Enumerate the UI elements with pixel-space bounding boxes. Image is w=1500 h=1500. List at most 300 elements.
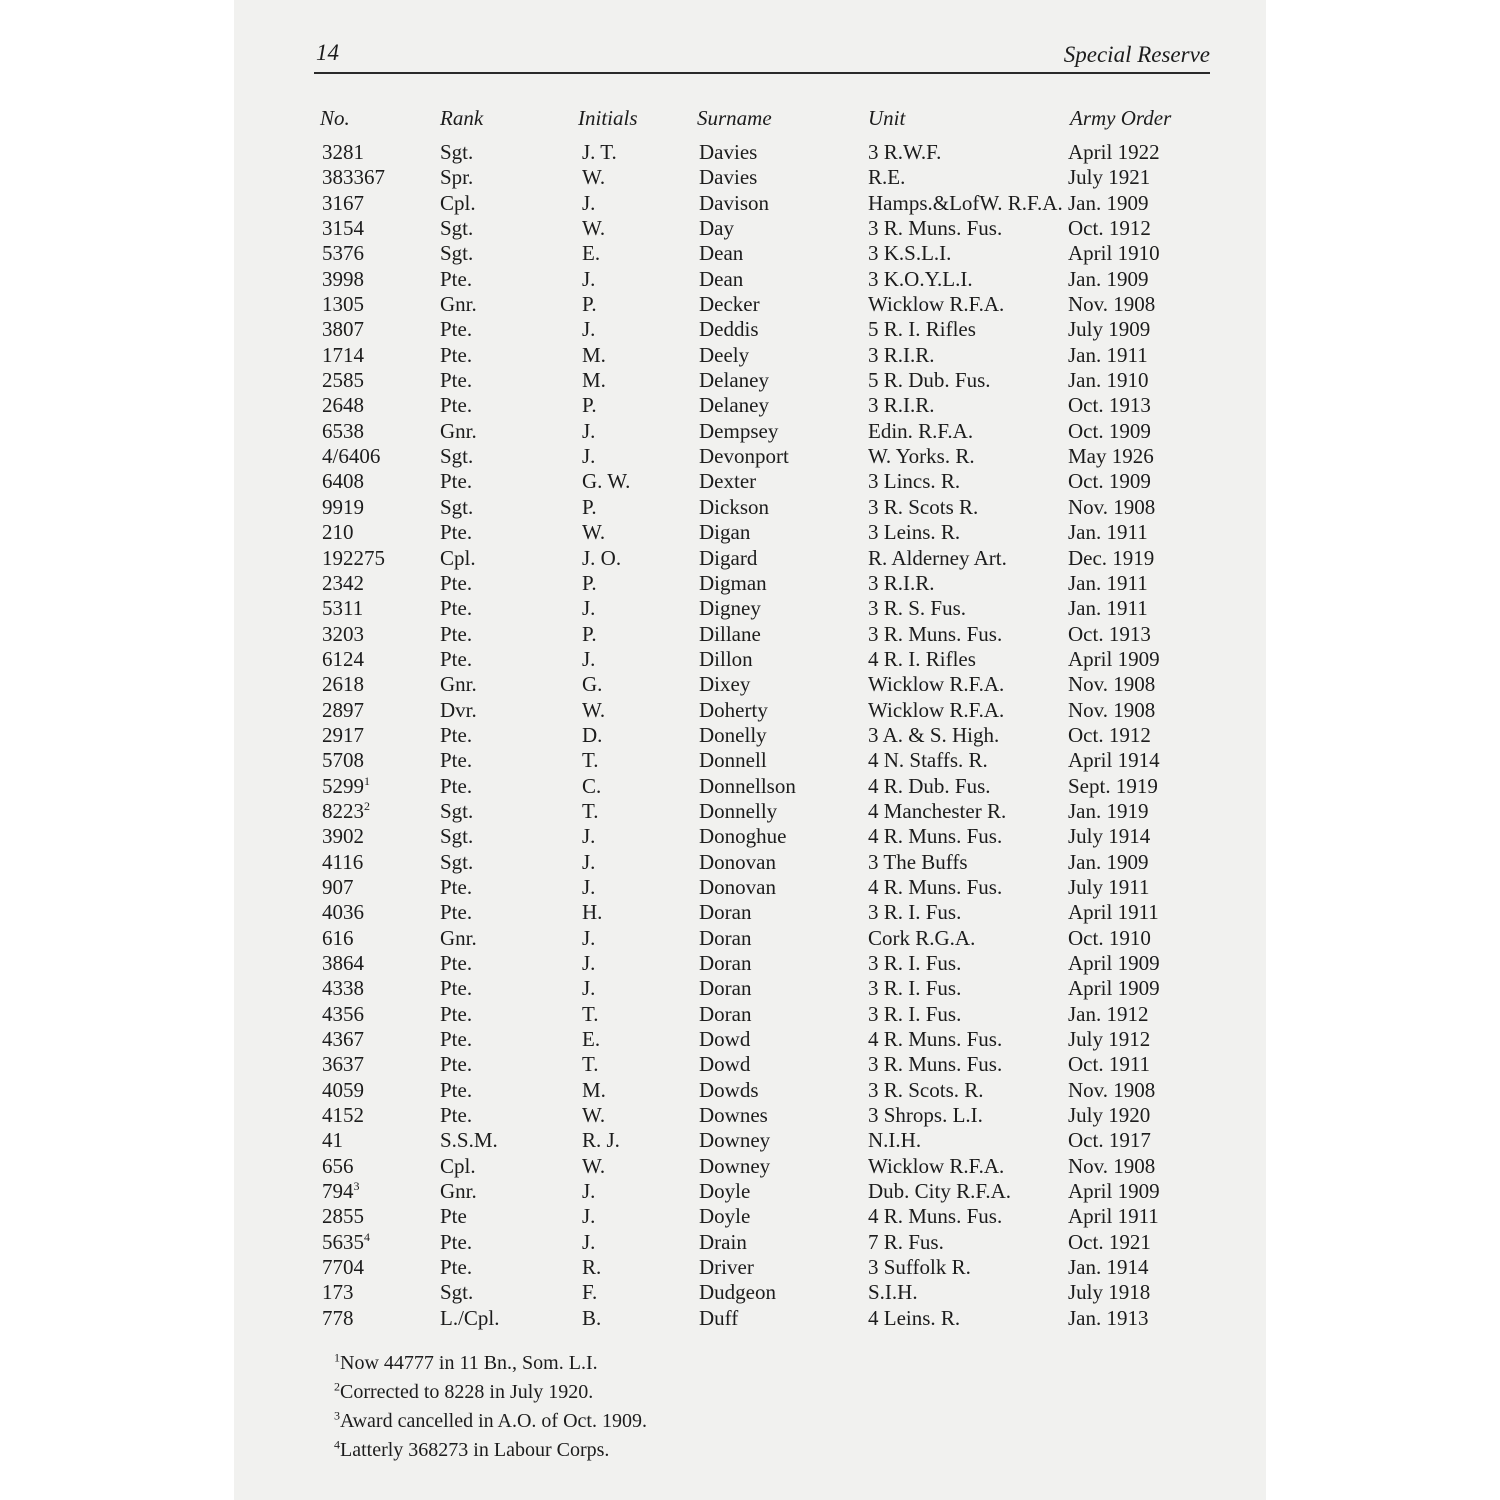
- service-number-value: 3807: [322, 317, 364, 342]
- rank-cell: L./Cpl.: [440, 1305, 500, 1330]
- service-number-value: 4/6406: [322, 444, 381, 469]
- footnote-text: Now 44777 in 11 Bn., Som. L.I.: [340, 1352, 598, 1374]
- unit-cell: 4 R. Dub. Fus.: [868, 773, 991, 798]
- unit-cell: 5 R. I. Rifles: [868, 317, 976, 342]
- rank-cell: Sgt.: [440, 798, 474, 823]
- table-row: [234, 393, 1266, 418]
- initials-cell: J.: [582, 317, 596, 342]
- initials-cell: D.: [582, 722, 603, 747]
- service-number: [322, 343, 364, 368]
- initials-cell: J.: [582, 824, 596, 849]
- service-number: [322, 1280, 354, 1305]
- table-row: [234, 1255, 1266, 1280]
- footnote-number: 4: [334, 1437, 340, 1452]
- surname-cell: Dexter: [699, 469, 757, 494]
- footnote-text: Latterly 368273 in Labour Corps.: [340, 1439, 610, 1461]
- initials-cell: W.: [582, 697, 606, 722]
- service-number-value: 192275: [322, 545, 385, 570]
- army-order-cell: Nov. 1908: [1068, 672, 1156, 697]
- surname-cell: Digman: [699, 570, 767, 595]
- table-row: [234, 444, 1266, 469]
- service-number: [322, 875, 354, 900]
- service-number-value: 383367: [322, 165, 385, 190]
- initials-cell: E.: [582, 241, 601, 266]
- footnote-text: Award cancelled in A.O. of Oct. 1909.: [340, 1410, 647, 1432]
- service-number: [322, 1128, 343, 1153]
- rank-cell: Cpl.: [440, 545, 476, 570]
- rank-cell: Pte.: [440, 520, 473, 545]
- surname-cell: Donnelly: [699, 798, 778, 823]
- roll-table: [234, 140, 1266, 1331]
- surname-cell: Dean: [699, 266, 744, 291]
- service-number-value: 41: [322, 1128, 343, 1153]
- service-number-value: 5635: [322, 1229, 364, 1254]
- unit-cell: 3 R.I.R.: [868, 342, 935, 367]
- footnotes: [334, 1352, 647, 1468]
- service-number: [322, 647, 364, 672]
- rank-cell: Pte.: [440, 1001, 473, 1026]
- service-number: [322, 1179, 360, 1204]
- unit-cell: 3 R. I. Fus.: [868, 951, 962, 975]
- service-number: [322, 1154, 354, 1179]
- unit-cell: Wicklow R.F.A.: [868, 672, 1005, 697]
- unit-cell: 3 R. Muns. Fus.: [868, 216, 1003, 241]
- initials-cell: M.: [582, 368, 606, 393]
- army-order-cell: April 1909: [1068, 646, 1160, 671]
- running-title: Special Reserve: [1063, 42, 1210, 67]
- table-row: [234, 571, 1266, 596]
- unit-cell: S.I.H.: [868, 1280, 918, 1305]
- service-number-value: 907: [322, 874, 354, 899]
- initials-cell: J.: [582, 874, 596, 899]
- footnote: [334, 1439, 647, 1468]
- table-row: [234, 1179, 1266, 1204]
- unit-cell: 4 Manchester R.: [868, 798, 1007, 823]
- service-number-value: 2648: [322, 393, 364, 418]
- service-number-value: 4116: [322, 849, 364, 874]
- initials-cell: J. O.: [582, 545, 622, 570]
- service-number-value: 3902: [322, 824, 364, 849]
- table-row: [234, 1103, 1266, 1128]
- service-number-value: 2618: [322, 672, 364, 697]
- initials-cell: F.: [582, 1280, 598, 1305]
- rank-cell: Spr.: [440, 165, 474, 190]
- army-order-cell: Oct. 1909: [1068, 469, 1151, 494]
- army-order-cell: May 1926: [1068, 444, 1154, 469]
- table-row: [234, 875, 1266, 900]
- column-header-unit: Unit: [868, 106, 906, 130]
- table-row: [234, 267, 1266, 292]
- footnote-mark: 1: [364, 773, 370, 788]
- army-order-cell: July 1921: [1068, 165, 1151, 190]
- unit-cell: R.E.: [868, 165, 906, 190]
- table-row: [234, 900, 1266, 925]
- initials-cell: E.: [582, 1027, 601, 1052]
- surname-cell: Digney: [699, 596, 761, 621]
- service-number-value: 173: [322, 1280, 354, 1305]
- surname-cell: Dowd: [699, 1052, 751, 1077]
- table-row: [234, 622, 1266, 647]
- table-row: [234, 748, 1266, 773]
- rank-cell: Gnr.: [440, 1179, 477, 1204]
- army-order-cell: Oct. 1917: [1068, 1128, 1151, 1153]
- initials-cell: J.: [582, 646, 596, 671]
- initials-cell: M.: [582, 1077, 606, 1102]
- service-number-value: 4367: [322, 1027, 364, 1052]
- army-order-cell: April 1909: [1068, 1179, 1160, 1204]
- service-number: [322, 1052, 364, 1077]
- initials-cell: T.: [582, 748, 599, 773]
- table-row: [234, 317, 1266, 342]
- army-order-cell: July 1914: [1068, 824, 1151, 849]
- table-row: [234, 647, 1266, 672]
- unit-cell: 4 Leins. R.: [868, 1305, 961, 1330]
- unit-cell: 3 R.I.R.: [868, 393, 935, 418]
- rank-cell: Pte.: [440, 469, 473, 494]
- service-number-value: 778: [322, 1305, 354, 1330]
- army-order-cell: Nov. 1908: [1068, 494, 1156, 519]
- table-row: [234, 1204, 1266, 1229]
- table-row: [234, 1280, 1266, 1305]
- surname-cell: Downey: [699, 1153, 771, 1178]
- surname-cell: Driver: [699, 1255, 754, 1280]
- unit-cell: 3 R. Scots. R.: [868, 1077, 984, 1102]
- service-number: [322, 368, 364, 393]
- rank-cell: Pte.: [440, 570, 473, 595]
- service-number: [322, 191, 364, 216]
- footnote-number: 3: [334, 1408, 340, 1423]
- army-order-cell: Nov. 1908: [1068, 292, 1156, 317]
- initials-cell: T.: [582, 1001, 599, 1026]
- surname-cell: Donovan: [699, 874, 776, 899]
- unit-cell: 4 R. Muns. Fus.: [868, 1027, 1003, 1052]
- army-order-cell: April 1909: [1068, 976, 1160, 1001]
- footnote-text: Corrected to 8228 in July 1920.: [340, 1381, 594, 1403]
- army-order-cell: Nov. 1908: [1068, 697, 1156, 722]
- table-row: [234, 1306, 1266, 1331]
- surname-cell: Downes: [699, 1103, 768, 1128]
- service-number: [322, 1204, 364, 1229]
- table-row: [234, 292, 1266, 317]
- surname-cell: Drain: [699, 1229, 747, 1254]
- initials-cell: W.: [582, 165, 606, 190]
- rank-cell: Pte.: [440, 393, 473, 418]
- unit-cell: Edin. R.F.A.: [868, 418, 974, 443]
- column-header-army-order: Army Order: [1070, 106, 1172, 130]
- surname-cell: Deely: [699, 342, 750, 367]
- unit-cell: 3 R. I. Fus.: [868, 976, 962, 1001]
- service-number-value: 5708: [322, 748, 364, 773]
- initials-cell: J.: [582, 951, 596, 975]
- initials-cell: P.: [582, 292, 597, 317]
- table-row: [234, 723, 1266, 748]
- rank-cell: Pte.: [440, 368, 473, 393]
- table-row: [234, 1128, 1266, 1153]
- unit-cell: 7 R. Fus.: [868, 1229, 944, 1254]
- army-order-cell: Jan. 1911: [1068, 342, 1148, 367]
- unit-cell: 4 R. Muns. Fus.: [868, 824, 1003, 849]
- service-number: [322, 951, 364, 976]
- rank-cell: Pte.: [440, 900, 473, 925]
- army-order-cell: Nov. 1908: [1068, 1077, 1156, 1102]
- surname-cell: Doran: [699, 951, 752, 975]
- table-row: [234, 546, 1266, 571]
- service-number-value: 5311: [322, 596, 364, 621]
- service-number-value: 2917: [322, 722, 364, 747]
- service-number-value: 8223: [322, 798, 364, 823]
- service-number: [322, 216, 364, 241]
- surname-cell: Dillon: [699, 646, 753, 671]
- service-number-value: 2585: [322, 368, 364, 393]
- rank-cell: S.S.M.: [440, 1128, 498, 1153]
- army-order-cell: Oct. 1913: [1068, 393, 1151, 418]
- surname-cell: Donelly: [699, 722, 767, 747]
- service-number: [322, 1002, 364, 1027]
- surname-cell: Day: [699, 216, 734, 241]
- surname-cell: Doherty: [699, 697, 768, 722]
- rank-cell: Pte.: [440, 1052, 473, 1077]
- initials-cell: W.: [582, 216, 606, 241]
- service-number: [322, 241, 364, 266]
- table-row: [234, 1052, 1266, 1077]
- table-row: [234, 774, 1266, 799]
- surname-cell: Donovan: [699, 849, 776, 874]
- rank-cell: Pte.: [440, 646, 473, 671]
- surname-cell: Dudgeon: [699, 1280, 776, 1305]
- unit-cell: Hamps.&LofW. R.F.A.: [868, 190, 1063, 215]
- table-row: [234, 698, 1266, 723]
- table-row: [234, 824, 1266, 849]
- service-number: [322, 698, 364, 723]
- initials-cell: C.: [582, 773, 602, 798]
- unit-cell: 3 R. Muns. Fus.: [868, 1052, 1003, 1077]
- unit-cell: Wicklow R.F.A.: [868, 1153, 1005, 1178]
- initials-cell: P.: [582, 570, 597, 595]
- service-number-value: 794: [322, 1179, 354, 1204]
- unit-cell: 3 R. I. Fus.: [868, 1001, 962, 1026]
- unit-cell: 4 R. I. Rifles: [868, 646, 976, 671]
- rank-cell: Pte.: [440, 874, 473, 899]
- rank-cell: Pte.: [440, 621, 473, 646]
- service-number: [322, 976, 364, 1001]
- surname-cell: Duff: [699, 1305, 739, 1330]
- initials-cell: W.: [582, 1103, 606, 1128]
- initials-cell: T.: [582, 798, 599, 823]
- army-order-cell: Sept. 1919: [1068, 773, 1158, 798]
- service-number-value: 2855: [322, 1204, 364, 1229]
- service-number: [322, 469, 364, 494]
- footnote-number: 2: [334, 1379, 340, 1394]
- service-number: [322, 520, 354, 545]
- table-row: [234, 368, 1266, 393]
- initials-cell: J.: [582, 266, 596, 291]
- rank-cell: Pte.: [440, 1229, 473, 1254]
- service-number: [322, 1078, 364, 1103]
- rank-cell: Sgt.: [440, 444, 474, 469]
- army-order-cell: April 1914: [1068, 748, 1160, 773]
- rank-cell: Gnr.: [440, 418, 477, 443]
- service-number: [322, 267, 364, 292]
- service-number-value: 5299: [322, 773, 364, 798]
- rank-cell: Pte.: [440, 951, 473, 975]
- initials-cell: J.: [582, 849, 596, 874]
- unit-cell: 4 R. Muns. Fus.: [868, 874, 1003, 899]
- unit-cell: 3 The Buffs: [868, 849, 968, 874]
- surname-cell: Dillane: [699, 621, 761, 646]
- service-number: [322, 723, 364, 748]
- surname-cell: Delaney: [699, 368, 769, 393]
- army-order-cell: Oct. 1913: [1068, 621, 1151, 646]
- rank-cell: Pte.: [440, 976, 473, 1001]
- service-number: [322, 926, 354, 951]
- table-row: [234, 1027, 1266, 1052]
- rank-cell: Gnr.: [440, 292, 477, 317]
- service-number-value: 4036: [322, 900, 364, 925]
- army-order-cell: Jan. 1911: [1068, 520, 1148, 545]
- army-order-cell: July 1920: [1068, 1103, 1151, 1128]
- service-number: [322, 292, 364, 317]
- surname-cell: Downey: [699, 1128, 771, 1153]
- initials-cell: J.: [582, 418, 596, 443]
- service-number-value: 2342: [322, 570, 364, 595]
- surname-cell: Deddis: [699, 317, 759, 342]
- unit-cell: 3 K.O.Y.L.I.: [868, 266, 973, 291]
- service-number: [322, 546, 385, 571]
- table-row: [234, 672, 1266, 697]
- table-row: [234, 1078, 1266, 1103]
- initials-cell: R. J.: [582, 1128, 620, 1153]
- rank-cell: Sgt.: [440, 1280, 474, 1305]
- service-number: [322, 393, 364, 418]
- initials-cell: J.: [582, 925, 596, 950]
- surname-cell: Davies: [699, 165, 758, 190]
- unit-cell: 3 R.I.R.: [868, 570, 935, 595]
- service-number-value: 656: [322, 1153, 354, 1178]
- service-number: [322, 419, 364, 444]
- service-number-value: 3637: [322, 1052, 364, 1077]
- army-order-cell: April 1922: [1068, 140, 1160, 164]
- service-number: [322, 900, 364, 925]
- service-number-value: 3167: [322, 190, 364, 215]
- service-number: [322, 799, 370, 824]
- unit-cell: 3 A. & S. High.: [868, 722, 1000, 747]
- army-order-cell: Oct. 1909: [1068, 418, 1151, 443]
- initials-cell: H.: [582, 900, 603, 925]
- surname-cell: Donoghue: [699, 824, 787, 849]
- table-row: [234, 495, 1266, 520]
- initials-cell: G. W.: [582, 469, 631, 494]
- army-order-cell: April 1910: [1068, 241, 1160, 266]
- service-number: [322, 140, 364, 165]
- service-number-value: 1305: [322, 292, 364, 317]
- service-number: [322, 317, 364, 342]
- unit-cell: 3 R.W.F.: [868, 140, 942, 164]
- rank-cell: Pte: [440, 1204, 467, 1229]
- service-number-value: 3154: [322, 216, 364, 241]
- service-number-value: 6408: [322, 469, 364, 494]
- service-number-value: 4338: [322, 976, 364, 1001]
- surname-cell: Doran: [699, 925, 752, 950]
- initials-cell: W.: [582, 520, 606, 545]
- service-number-value: 616: [322, 925, 354, 950]
- service-number: [322, 672, 364, 697]
- army-order-cell: Oct. 1921: [1068, 1229, 1151, 1254]
- unit-cell: Dub. City R.F.A.: [868, 1179, 1012, 1204]
- surname-cell: Devonport: [699, 444, 789, 469]
- table-row: [234, 165, 1266, 190]
- table-row: [234, 191, 1266, 216]
- rank-cell: Pte.: [440, 1103, 473, 1128]
- rank-cell: Pte.: [440, 342, 473, 367]
- service-number-value: 1714: [322, 342, 364, 367]
- initials-cell: J.: [582, 1179, 596, 1204]
- table-row: [234, 951, 1266, 976]
- initials-cell: J.: [582, 1229, 596, 1254]
- service-number-value: 6124: [322, 646, 364, 671]
- initials-cell: G.: [582, 672, 603, 697]
- army-order-cell: Jan. 1911: [1068, 596, 1148, 621]
- table-row: [234, 926, 1266, 951]
- initials-cell: P.: [582, 494, 597, 519]
- army-order-cell: July 1912: [1068, 1027, 1151, 1052]
- table-row: [234, 1230, 1266, 1255]
- rank-cell: Sgt.: [440, 241, 474, 266]
- rank-cell: Sgt.: [440, 140, 474, 164]
- surname-cell: Delaney: [699, 393, 769, 418]
- army-order-cell: July 1911: [1068, 874, 1150, 899]
- unit-cell: N.I.H.: [868, 1128, 922, 1153]
- service-number-value: 3864: [322, 951, 364, 975]
- army-order-cell: Jan. 1910: [1068, 368, 1149, 393]
- service-number: [322, 1255, 364, 1280]
- army-order-cell: Jan. 1909: [1068, 190, 1149, 215]
- rank-cell: Pte.: [440, 1255, 473, 1280]
- service-number: [322, 1306, 354, 1331]
- unit-cell: 3 R. S. Fus.: [868, 596, 967, 621]
- rank-cell: Cpl.: [440, 190, 476, 215]
- surname-cell: Doyle: [699, 1179, 751, 1204]
- column-header-surname: Surname: [697, 106, 772, 130]
- army-order-cell: April 1911: [1068, 1204, 1159, 1229]
- unit-cell: 3 Lincs. R.: [868, 469, 961, 494]
- surname-cell: Donnellson: [699, 773, 796, 798]
- surname-cell: Dempsey: [699, 418, 779, 443]
- service-number-value: 4356: [322, 1001, 364, 1026]
- unit-cell: Cork R.G.A.: [868, 925, 976, 950]
- army-order-cell: Jan. 1909: [1068, 266, 1149, 291]
- surname-cell: Doran: [699, 976, 752, 1001]
- table-row: [234, 216, 1266, 241]
- service-number: [322, 596, 363, 621]
- rank-cell: Pte.: [440, 722, 473, 747]
- unit-cell: 3 Suffolk R.: [868, 1255, 971, 1280]
- footnote: [334, 1352, 647, 1381]
- service-number: [322, 571, 364, 596]
- column-header-no: No.: [320, 106, 350, 130]
- unit-cell: Wicklow R.F.A.: [868, 292, 1005, 317]
- unit-cell: Wicklow R.F.A.: [868, 697, 1005, 722]
- army-order-cell: Jan. 1911: [1068, 570, 1148, 595]
- footnote-number: 1: [334, 1350, 340, 1365]
- unit-cell: 3 Shrops. L.I.: [868, 1103, 983, 1128]
- unit-cell: 3 R. Muns. Fus.: [868, 621, 1003, 646]
- unit-cell: 5 R. Dub. Fus.: [868, 368, 991, 393]
- service-number-value: 3998: [322, 266, 364, 291]
- service-number: [322, 1230, 370, 1255]
- army-order-cell: Jan. 1909: [1068, 849, 1149, 874]
- army-order-cell: Oct. 1912: [1068, 722, 1151, 747]
- table-row: [234, 799, 1266, 824]
